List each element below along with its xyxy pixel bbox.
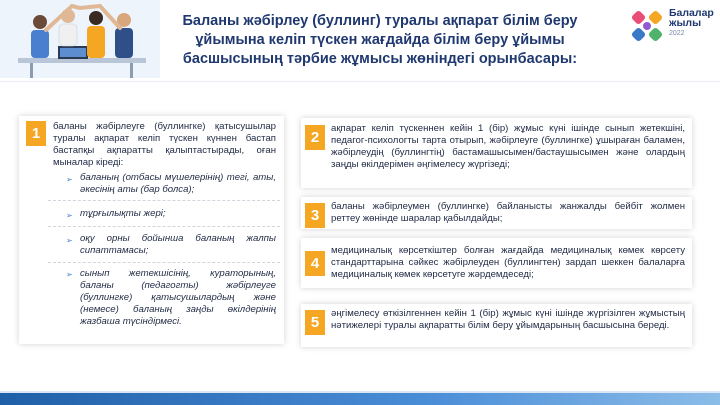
- title-line-2: ұйымына келіп түскен жағдайда білім беру ұйымы: [195, 32, 565, 48]
- bullet-arrow-icon: ➢: [66, 236, 73, 245]
- step-number-3: 3: [305, 203, 325, 228]
- step-text-2: ақпарат келіп түскеннен кейін 1 (бір) жұмыс күні ішінде сынып жетекшіні, педагог-психологты тарта отырып, жәбірлеуге (буллингке) ұшыраған баламен, жәбірлеудің (буллингтің) бастамашысымен/бастаушысымен және олардың заңды өкілдерімен әңгімелесу жүргізеді;: [331, 123, 685, 170]
- logo-line-1: Балалар: [669, 7, 714, 19]
- bullet-arrow-icon: ➢: [66, 175, 73, 184]
- step-number-1: 1: [26, 121, 46, 146]
- bullet-item-1: баланың (отбасы мүшелерінің) тегі, аты, әкесінің аты (бар болса);: [80, 172, 276, 195]
- step-number-2: 2: [305, 125, 325, 150]
- step-text-3: баланы жәбірлеумен (буллингке) байланысты жанжалды бейбіт жолмен реттеу жөнінде шаралар қабылдайды;: [331, 201, 685, 224]
- bullet-separator: [48, 262, 280, 263]
- bullet-item-2: тұрғылықты жері;: [80, 208, 166, 219]
- team-illustration: [0, 0, 160, 78]
- bullet-separator: [48, 226, 280, 227]
- step-number-5: 5: [305, 310, 325, 335]
- step-text-4: медициналық көрсеткіштер болған жағдайда медициналық көмек көрсету стандарттарына сәйкес жәбірлеуден (буллингтен) зардап шеккен балаларға медициналық көмек көрсетуге жәрдемдеседі;: [331, 245, 685, 280]
- bullet-arrow-icon: ➢: [66, 211, 73, 220]
- bullet-item-4: сынып жетекшісінің, кураторының, баланы (педагогты) жәбірлеуге (буллингке) қатысушылардың және (немесе) баланың заңды өкілдерінің жазбаша түсіндірмесі.: [80, 268, 276, 327]
- footer-bar: [0, 393, 720, 405]
- logo-year: 2022: [669, 30, 685, 37]
- bullet-arrow-icon: ➢: [66, 270, 73, 279]
- title-line-3: басшысының тәрбие жұмысы жөніндегі орынбасары:: [182, 51, 578, 67]
- page-title: [160, 12, 600, 69]
- step-text-5: әңгімелесу өткізілгеннен кейін 1 (бір) жұмыс күні ішінде жүргізілген жұмыстың нәтижелері туралы ақпаратты білім беру ұйымдарының басшысына береді.: [331, 308, 685, 331]
- logo-text: [669, 8, 714, 28]
- bullet-separator: [48, 200, 280, 201]
- title-line-1: Баланы жәбірлеу (буллинг) туралы ақпарат білім беру: [182, 13, 578, 29]
- logo-line-2: жылы: [669, 17, 702, 29]
- bullet-item-3: оқу орны бойынша баланың жалпы сипаттамасы;: [80, 233, 276, 256]
- header-divider: [0, 81, 720, 82]
- step-text-1: баланы жәбірлеуге (буллингке) қатысушылар туралы ақпарат келіп түскен күннен бастап бастапқы ақпаратты қалыптастырады, оған мыналар кіреді:: [53, 121, 276, 168]
- step-number-4: 4: [305, 251, 325, 276]
